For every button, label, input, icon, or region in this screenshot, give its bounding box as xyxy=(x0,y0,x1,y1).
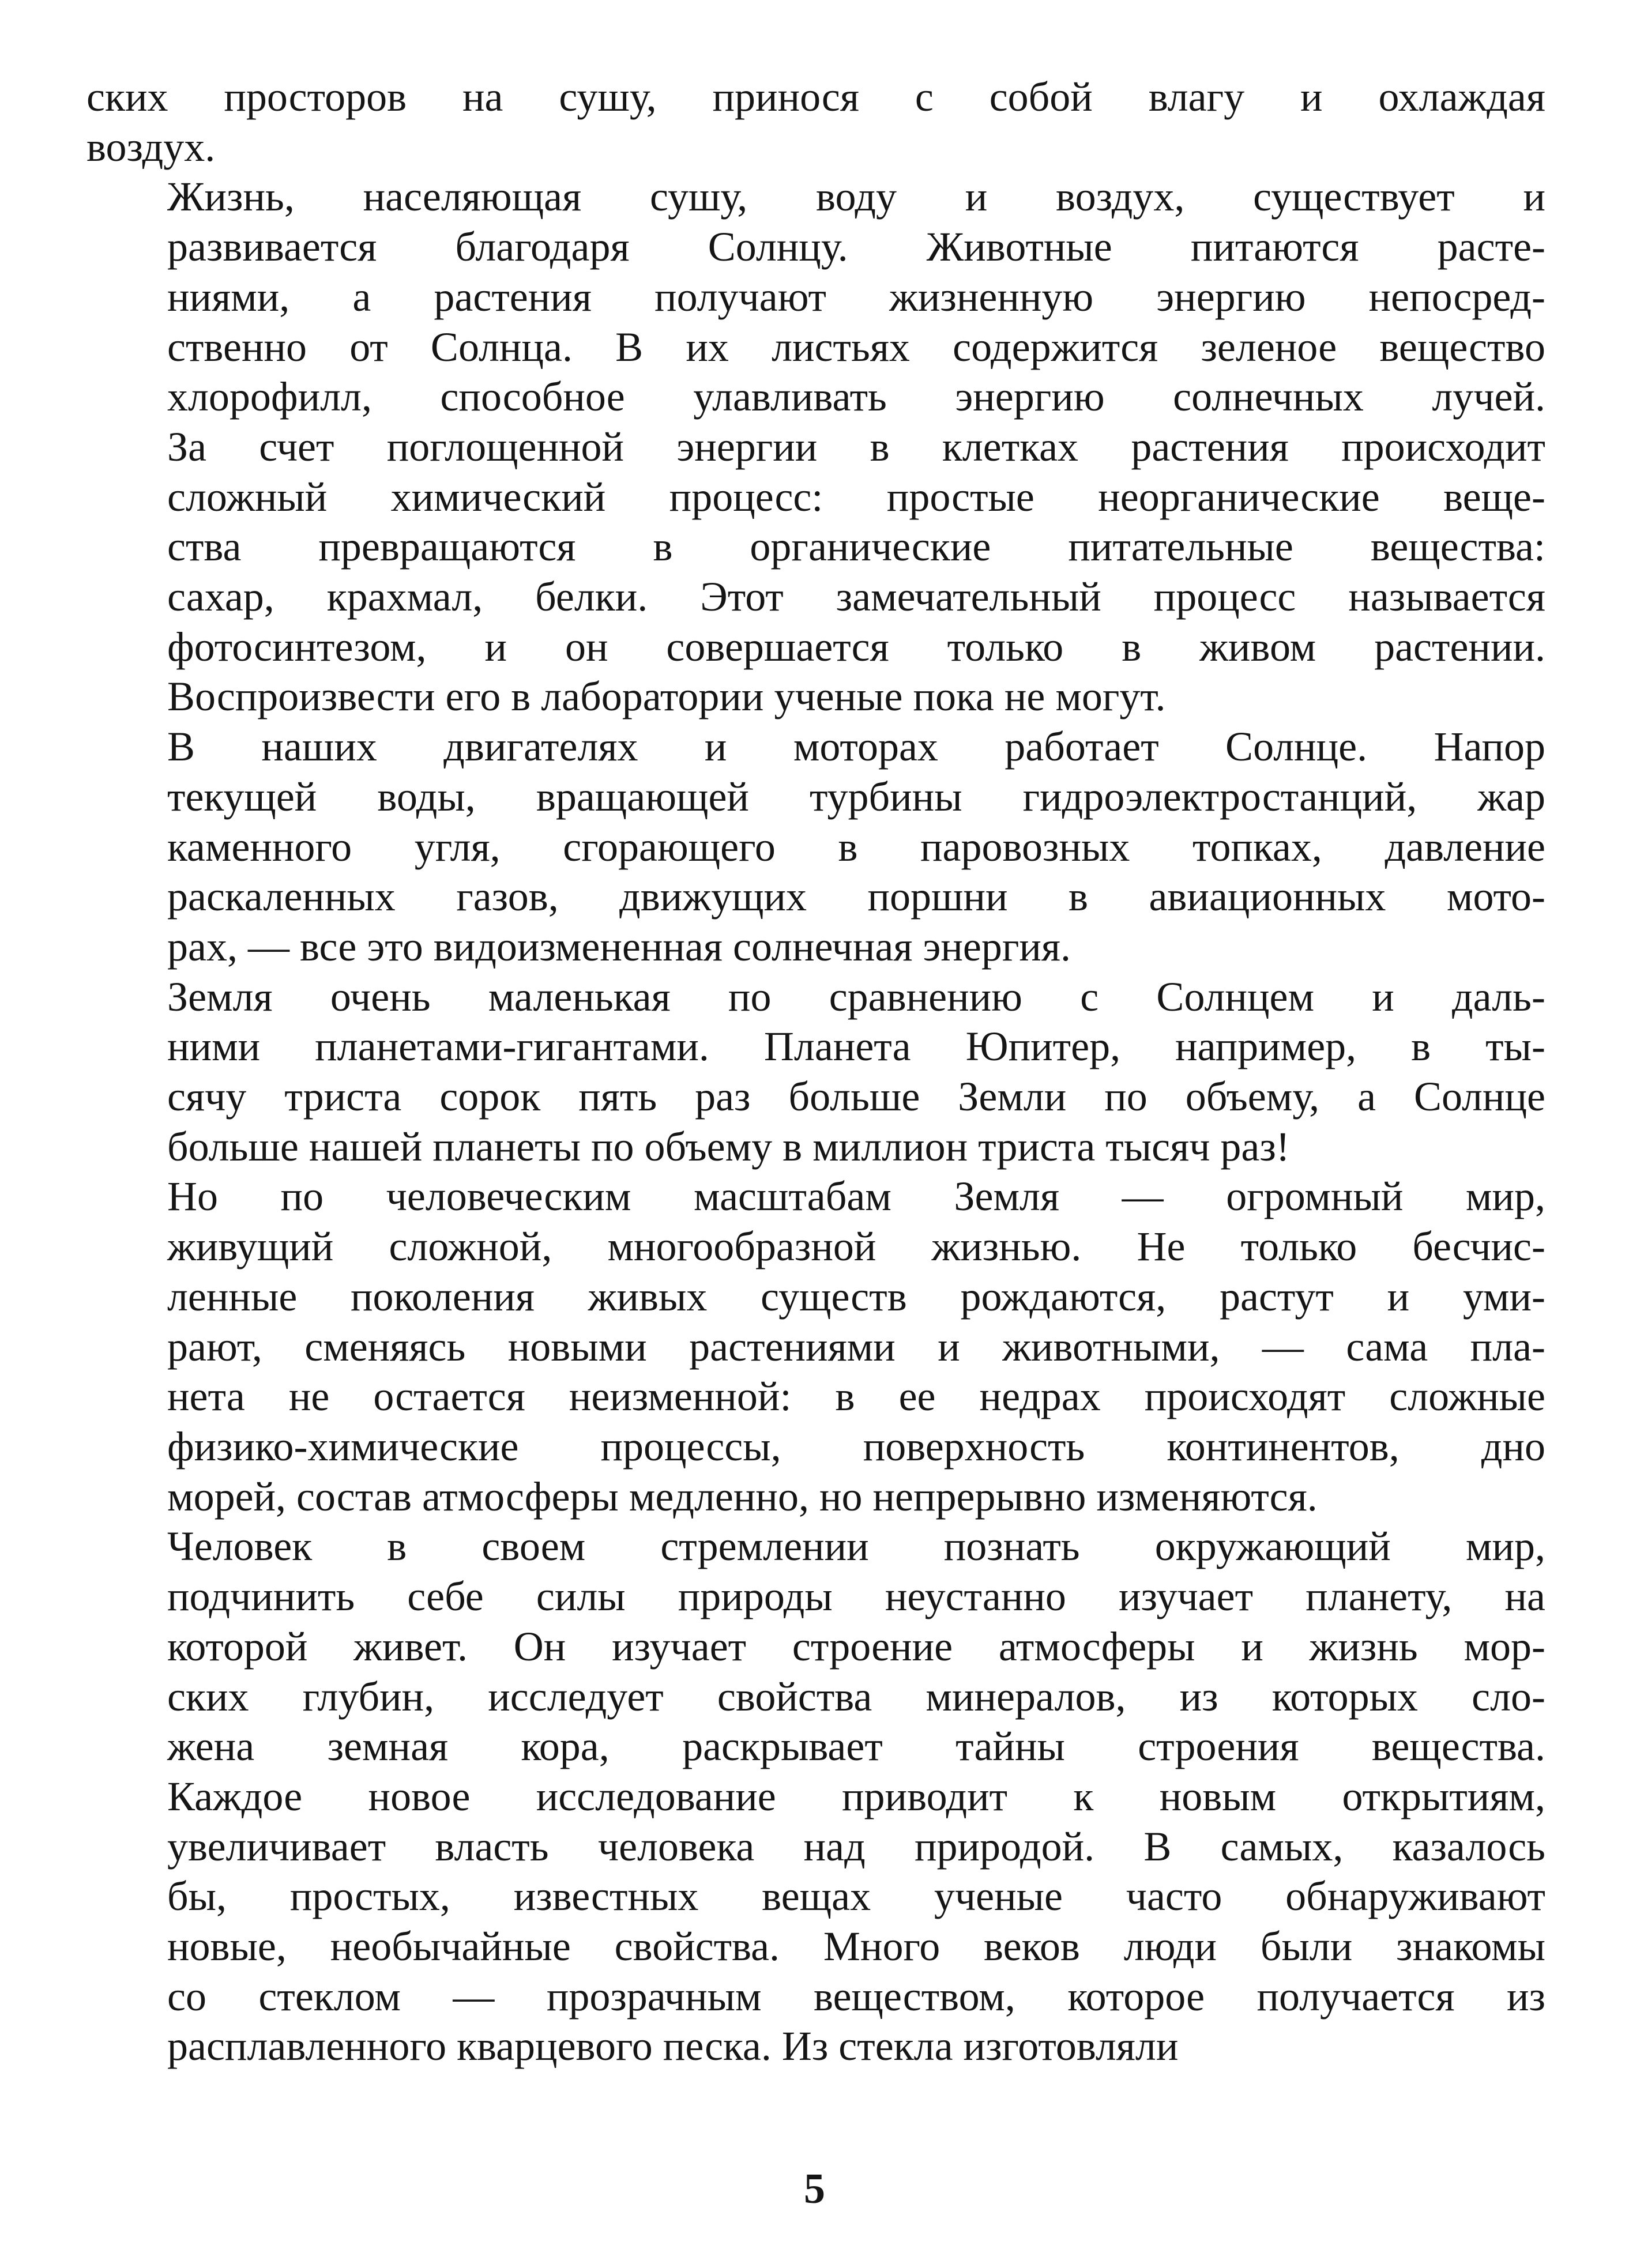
text-line: фотосинтезом, и он совершается только в живом растении. xyxy=(167,623,1545,670)
text-line: ниями, а растения получают жизненную энергию непосред- xyxy=(167,273,1545,320)
text-line: расплавленного кварцевого песка. Из стекла изготовляли xyxy=(167,2023,1179,2070)
text-line: ских глубин, исследует свойства минералов, из которых сло- xyxy=(167,1673,1545,1720)
text-line: бы, простых, известных вещах ученые часто обнаруживают xyxy=(167,1873,1545,1920)
paragraph xyxy=(86,172,1545,722)
text-line: ства превращаются в органические питательные вещества: xyxy=(167,523,1545,570)
page-number: 5 xyxy=(804,2165,825,2213)
text-line: больше нашей планеты по объему в миллион триста тысяч раз! xyxy=(167,1123,1290,1170)
text-line: подчинить себе силы природы неустанно изучает планету, на xyxy=(167,1573,1545,1620)
text-line: Воспроизвести его в лаборатории ученые пока не могут. xyxy=(167,673,1166,720)
text-line: увеличивает власть человека над природой. В самых, казалось xyxy=(167,1823,1545,1870)
text-line: хлорофилл, способное улавливать энергию солнечных лучей. xyxy=(167,374,1545,420)
paragraph xyxy=(86,72,1545,172)
text-line: сячу триста сорок пять раз больше Земли по объему, а Солнце xyxy=(167,1073,1545,1120)
text-line: рают, сменяясь новыми растениями и животными, — сама пла- xyxy=(167,1323,1545,1370)
text-line: живущий сложной, многообразной жизнью. Не только бесчис- xyxy=(167,1223,1545,1270)
book-page-text xyxy=(86,72,1545,2071)
text-line: развивается благодаря Солнцу. Животные питаются расте- xyxy=(167,224,1545,270)
text-line: жена земная кора, раскрывает тайны строения вещества. xyxy=(167,1723,1545,1770)
text-line: морей, состав атмосферы медленно, но непрерывно изменяются. xyxy=(167,1473,1318,1520)
text-line: Земля очень маленькая по сравнению с Солнцем и даль- xyxy=(167,973,1545,1020)
text-line: новые, необычайные свойства. Много веков люди были знакомы xyxy=(167,1923,1545,1970)
paragraph xyxy=(86,1521,1545,2071)
paragraph xyxy=(86,972,1545,1172)
text-line: которой живет. Он изучает строение атмосферы и жизнь мор- xyxy=(167,1623,1545,1670)
text-line: рах, — все это видоизмененная солнечная энергия. xyxy=(167,923,1071,970)
text-line: ственно от Солнца. В их листьях содержится зеленое вещество xyxy=(167,323,1545,370)
text-line: нета не остается неизменной: в ее недрах происходят сложные xyxy=(167,1373,1545,1420)
text-line: Каждое новое исследование приводит к новым открытиям, xyxy=(167,1773,1545,1819)
text-line: со стеклом — прозрачным веществом, которое получается из xyxy=(167,1973,1545,2020)
text-line: Человек в своем стремлении познать окружающий мир, xyxy=(167,1523,1545,1570)
text-line: каменного угля, сгорающего в паровозных топках, давление xyxy=(167,823,1545,870)
text-line: ских просторов на сушу, принося с собой влагу и охлаждая xyxy=(86,74,1545,120)
text-line: воздух. xyxy=(86,123,216,170)
text-line: раскаленных газов, движущих поршни в авиационных мото- xyxy=(167,873,1545,920)
text-line: ленные поколения живых существ рождаются, растут и уми- xyxy=(167,1273,1545,1320)
text-line: Но по человеческим масштабам Земля — огромный мир, xyxy=(167,1173,1545,1220)
text-line: сахар, крахмал, белки. Этот замечательный процесс называется xyxy=(167,574,1545,620)
text-line: ними планетами-гигантами. Планета Юпитер, например, в ты- xyxy=(167,1023,1545,1070)
text-line: В наших двигателях и моторах работает Солнце. Напор xyxy=(167,724,1545,770)
text-line: За счет поглощенной энергии в клетках растения происходит xyxy=(167,423,1545,470)
text-line: текущей воды, вращающей турбины гидроэлектростанций, жар xyxy=(167,773,1545,820)
paragraph xyxy=(86,1171,1545,1521)
text-line: физико-химические процессы, поверхность континентов, дно xyxy=(167,1423,1545,1470)
text-line: Жизнь, населяющая сушу, воду и воздух, существует и xyxy=(167,174,1545,220)
text-line: сложный химический процесс: простые неорганические веще- xyxy=(167,473,1545,520)
paragraph xyxy=(86,722,1545,972)
